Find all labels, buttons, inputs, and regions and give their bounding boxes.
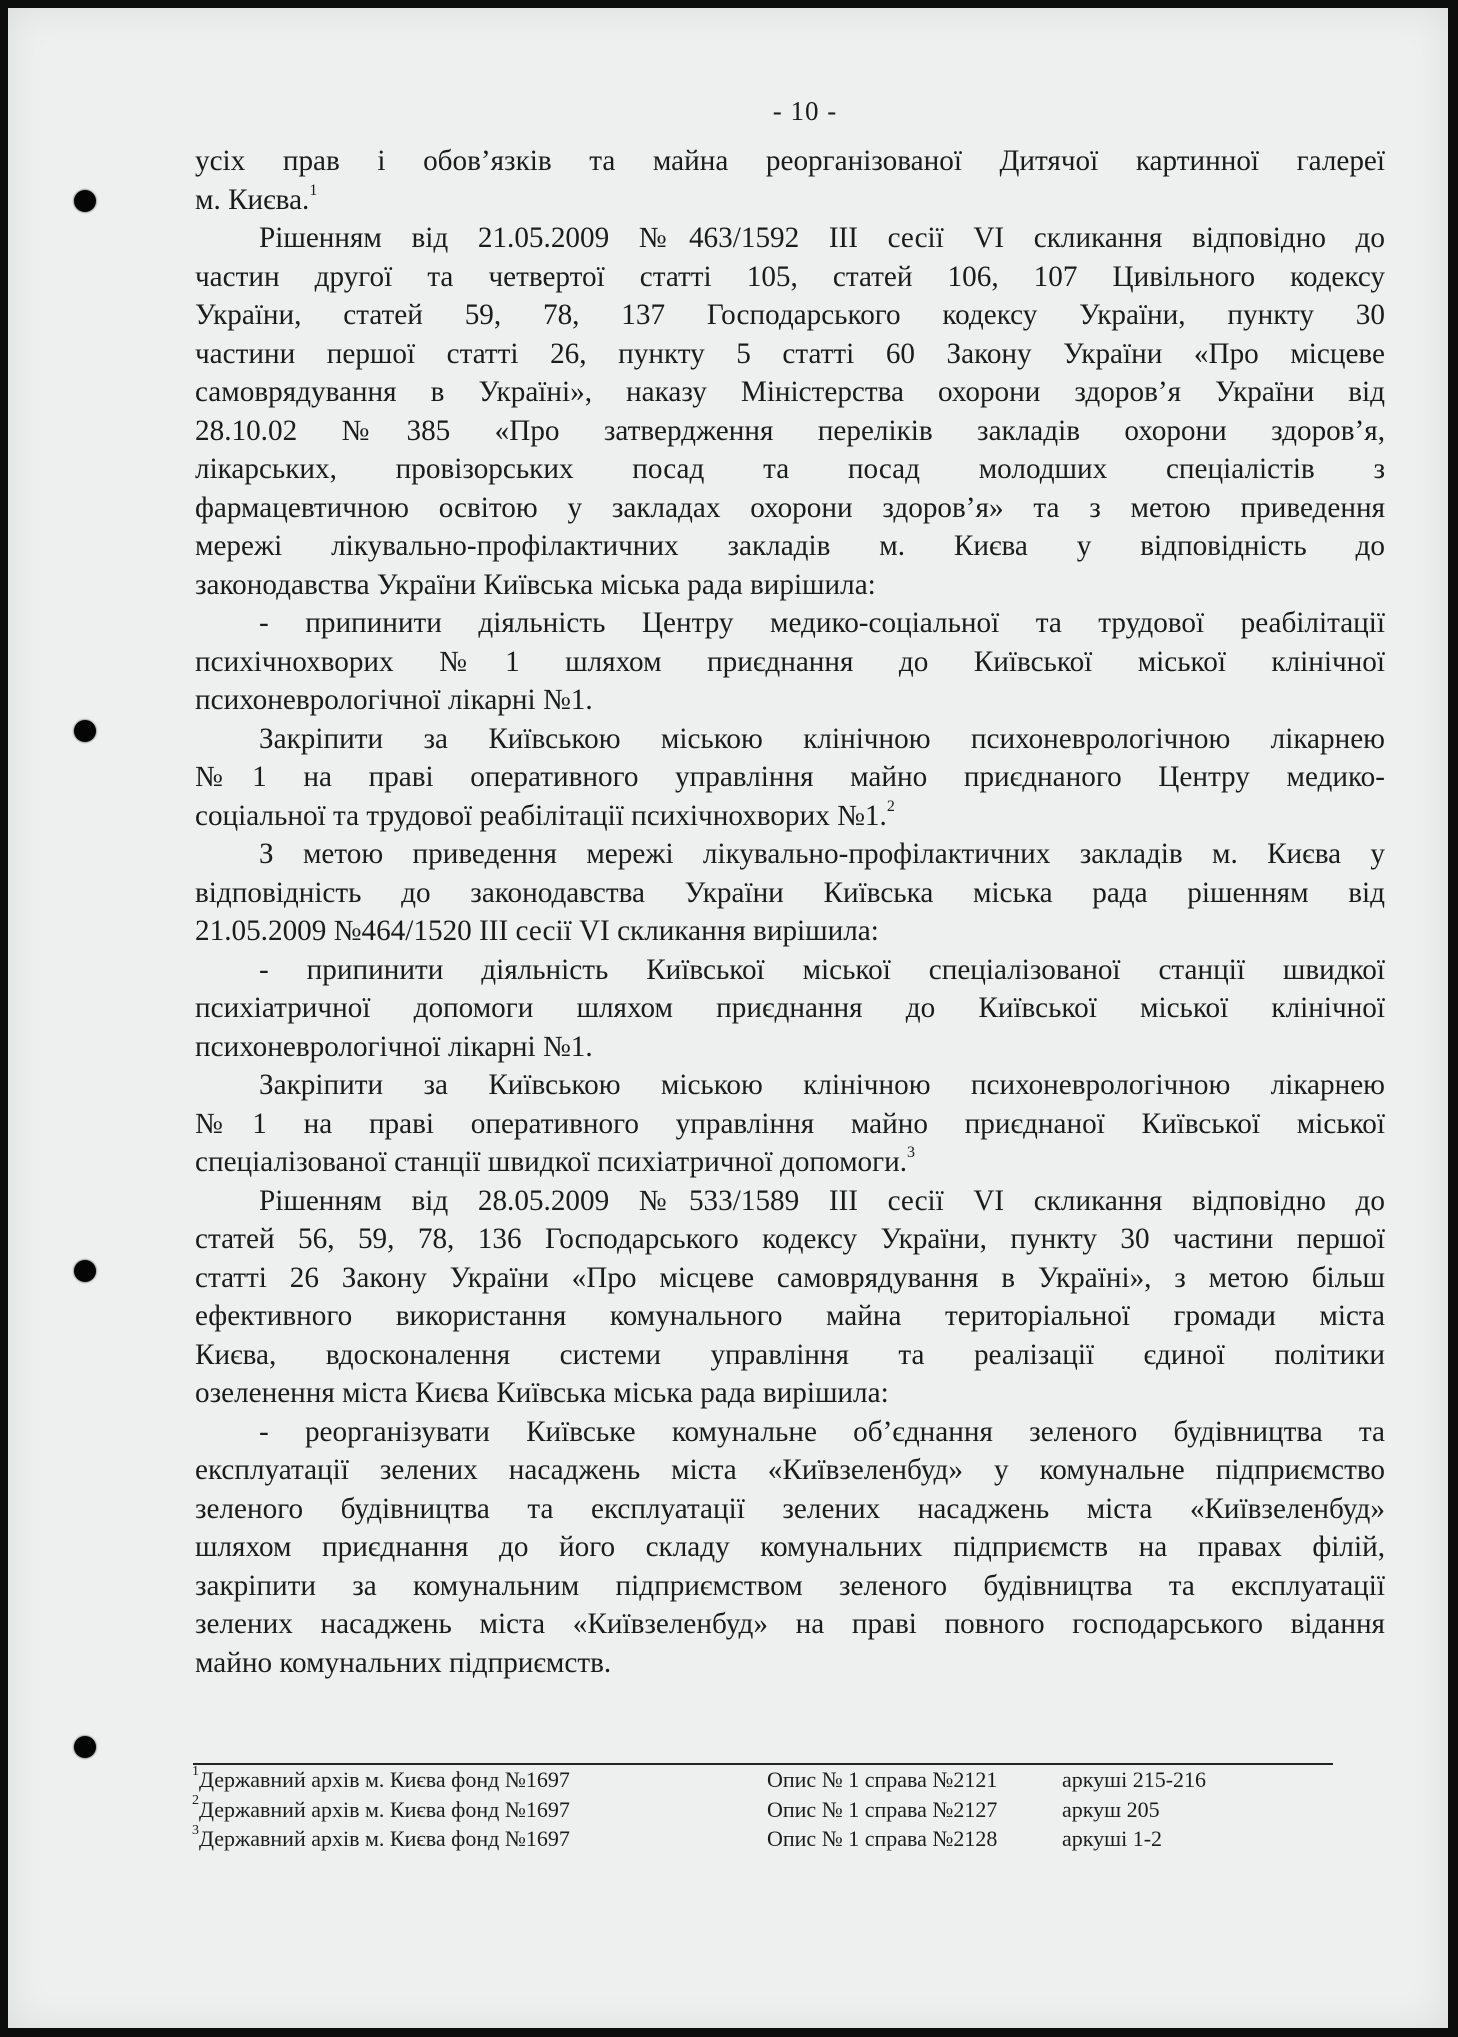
text-line: озеленення міста Києва Київська міська рада вирішила:	[195, 1377, 889, 1409]
footnote-sheets: аркуші 215-216	[1062, 1767, 1207, 1792]
text-line: - припинити діяльність Київської міської спеціалізованої станції швидкої	[259, 953, 1385, 986]
punch-hole	[74, 1260, 96, 1282]
text-line: зелених насаджень міста «Київзеленбуд» на праві повного господарського відання	[195, 1608, 1385, 1640]
footnote-number: 1	[192, 1763, 199, 1779]
footnote-row	[192, 1824, 1342, 1854]
text-line: психоневрологічної лікарні №1.	[195, 1030, 593, 1063]
text-line: мережі лікувально-профілактичних закладів м. Києва у відповідність до	[195, 530, 1385, 562]
text-line: психоневрологічної лікарні №1.	[195, 684, 593, 716]
footnote-number: 3	[192, 1822, 199, 1838]
footnote-inventory: Опис № 1 справа №2128	[767, 1826, 998, 1851]
paragraph	[195, 1182, 1385, 1413]
text-line: України, статей 59, 78, 137 Господарського кодексу України, пункту 30	[195, 299, 1385, 331]
footnote-source: $^1$Державний архів м. Києва фонд №1697	[192, 1763, 570, 1792]
paragraph	[195, 951, 1385, 1067]
text-line: З метою приведення мережі лікувально-профілактичних закладів м. Києва у	[259, 838, 1385, 870]
text-line: шляхом приєднання до його складу комунальних підприємств на правах філій,	[195, 1531, 1385, 1563]
text-line: самоврядування в Україні», наказу Міністерства охорони здоров’я України від	[195, 376, 1385, 408]
text-line: статей 56, 59, 78, 136 Господарського кодексу України, пункту 30 частини першої	[195, 1223, 1385, 1255]
footnote-ref: 3	[907, 1144, 916, 1162]
text-line: №1 на праві оперативного управління майно приєднаного Центру медико-	[195, 761, 1385, 793]
text-line: Рішенням від 28.05.2009 №533/1589 III сесії VI скликання відповідно до	[259, 1184, 1385, 1217]
text-line: усіх прав і обов’язків та майна реорганізованої Дитячої картинної галереї	[195, 145, 1385, 177]
text-line: №1 на праві оперативного управління майно приєднаної Київської міської	[195, 1107, 1385, 1140]
paragraph	[195, 604, 1385, 720]
text-line: частини першої статті 26, пункту 5 статті 60 Закону України «Про місцеве	[195, 337, 1385, 370]
document-body	[195, 142, 1385, 1682]
text-line: закріпити за комунальним підприємством зеленого будівництва та експлуатації	[195, 1569, 1385, 1602]
text-line: Рішенням від 21.05.2009 №463/1592 III сесії VI скликання відповідно до	[259, 222, 1385, 254]
text-line: лікарських, провізорських посад та посад молодших спеціалістів з	[195, 453, 1385, 485]
text-line: психічнохворих №1 шляхом приєднання до Київської міської клінічної	[195, 645, 1385, 678]
paragraph	[195, 142, 1385, 219]
text-line: 28.10.02 №385 «Про затвердження переліків закладів охорони здоров’я,	[195, 414, 1385, 447]
footnotes	[192, 1765, 1342, 1854]
footnote-source: $^3$Державний архів м. Києва фонд №1697	[192, 1822, 570, 1851]
footnote-ref: 1	[309, 181, 318, 199]
text-line: м. Києва.$^1$	[195, 181, 318, 216]
paragraph	[195, 835, 1385, 951]
text-line: Закріпити за Київською міською клінічною психоневрологічною лікарнею	[259, 722, 1385, 755]
text-line: зеленого будівництва та експлуатації зелених насаджень міста «Київзеленбуд»	[195, 1492, 1385, 1525]
punch-hole	[74, 720, 96, 742]
paragraph	[195, 1413, 1385, 1683]
text-line: відповідність до законодавства України Київська міська рада рішенням від	[195, 876, 1385, 909]
punch-hole	[74, 1736, 96, 1758]
text-line: частин другої та четвертої статті 105, статей 106, 107 Цивільного кодексу	[195, 260, 1385, 293]
footnote-number: 2	[192, 1793, 199, 1809]
footnote-inventory: Опис № 1 справа №2121	[767, 1767, 998, 1792]
text-line: 21.05.2009 №464/1520 III сесії VI скликання вирішила:	[195, 915, 879, 947]
text-line: - припинити діяльність Центру медико-соціальної та трудової реабілітації	[259, 607, 1385, 639]
text-line: Києва, вдосконалення системи управління та реалізації єдиної політики	[195, 1338, 1385, 1371]
text-line: ефективного використання комунального майна територіальної громади міста	[195, 1300, 1385, 1332]
footnote-source: $^2$Державний архів м. Києва фонд №1697	[192, 1793, 570, 1822]
text-line: законодавства України Київська міська рада вирішила:	[195, 568, 876, 601]
text-line: Закріпити за Київською міською клінічною психоневрологічною лікарнею	[259, 1069, 1385, 1101]
footnote-sheets: аркуш 205	[1062, 1796, 1160, 1822]
footnote-ref: 2	[886, 797, 895, 815]
footnote-sheets: аркуші 1-2	[1062, 1826, 1163, 1851]
text-line: фармацевтичною освітою у закладах охорони здоров’я» та з метою приведення	[195, 491, 1385, 524]
footnote-inventory: Опис № 1 справа №2127	[767, 1796, 998, 1822]
text-line: майно комунальних підприємств.	[195, 1646, 612, 1679]
text-line: статті 26 Закону України «Про місцеве самоврядування в Україні», з метою більш	[195, 1261, 1385, 1294]
text-line: соціальної та трудової реабілітації психічнохворих №1.$^2$	[195, 797, 895, 832]
punch-hole	[74, 190, 96, 212]
page-number: - 10 -	[772, 96, 838, 126]
paragraph	[195, 720, 1385, 836]
footnote-row	[192, 1795, 1342, 1825]
text-line: - реорганізувати Київське комунальне об’єднання зеленого будівництва та	[259, 1415, 1385, 1448]
text-line: спеціалізованої станції швидкої психіатричної допомоги.$^3$	[195, 1144, 916, 1178]
text-line: експлуатації зелених насаджень міста «Київзеленбуд» у комунальне підприємство	[195, 1454, 1385, 1486]
text-line: психіатричної допомоги шляхом приєднання до Київської міської клінічної	[195, 992, 1385, 1024]
footnote-row	[192, 1765, 1342, 1795]
paragraph	[195, 219, 1385, 604]
paragraph	[195, 1066, 1385, 1182]
